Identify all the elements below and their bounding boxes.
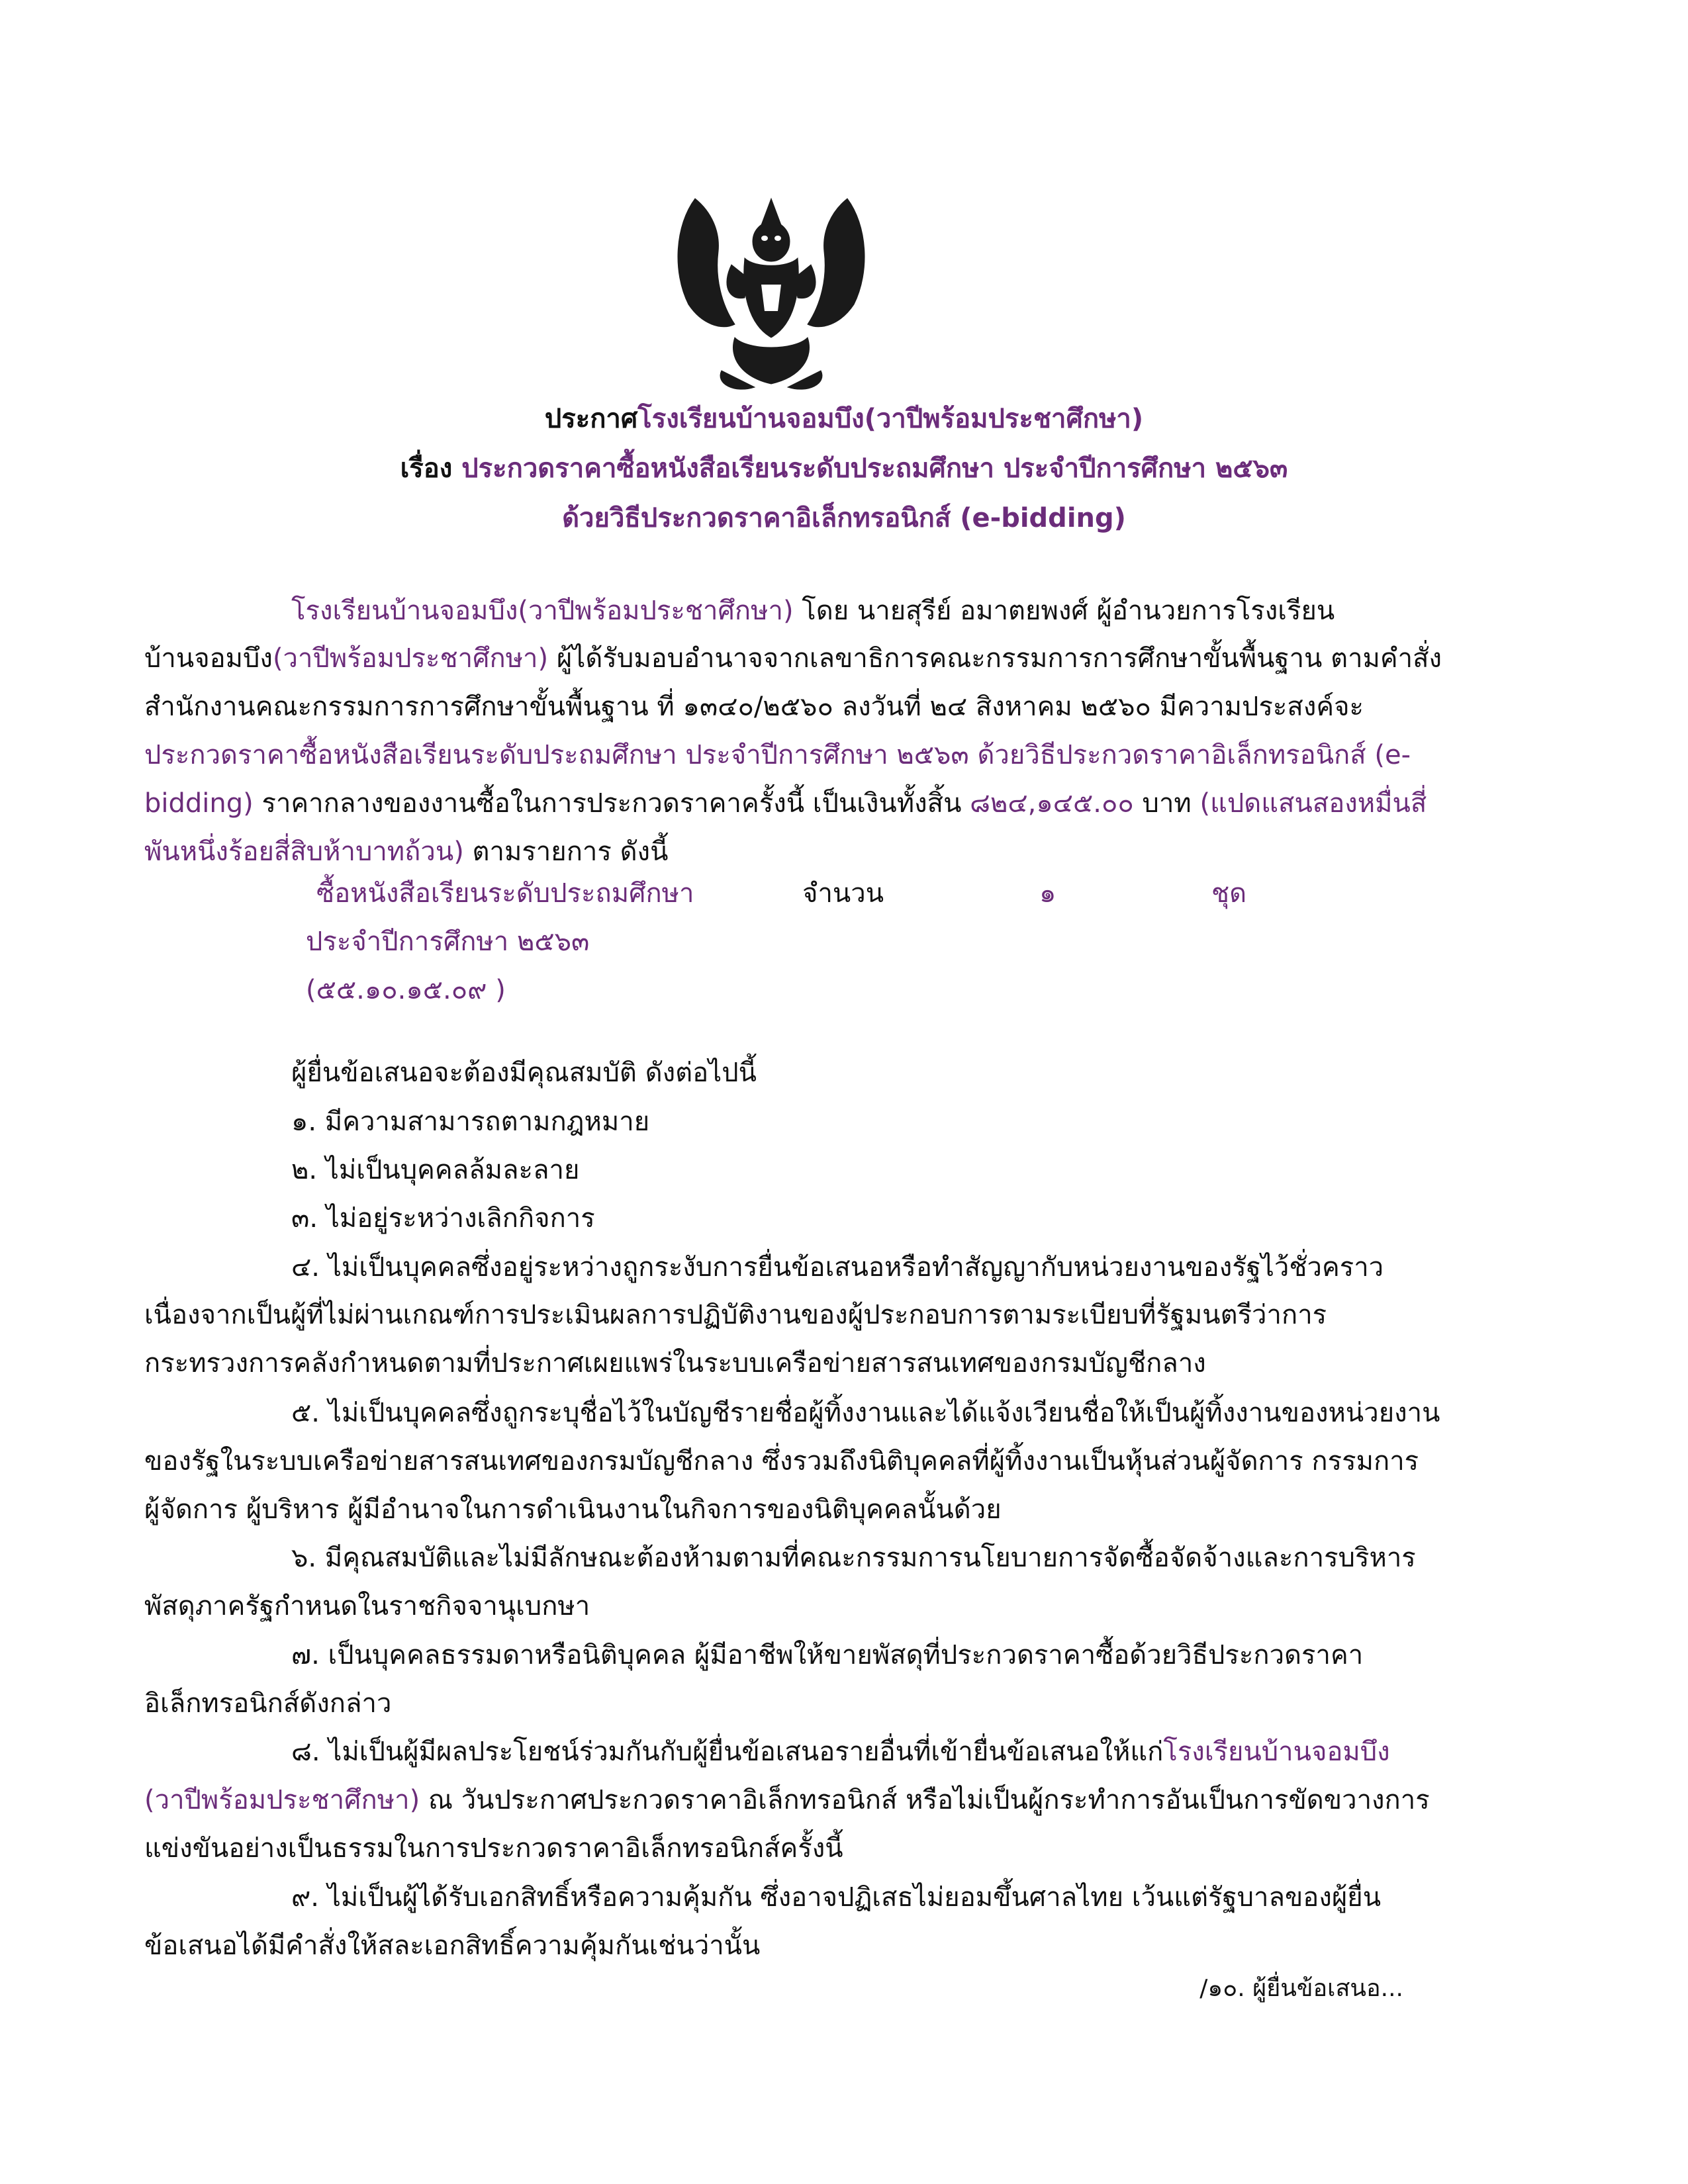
qualification-9-line-1: ๙. ไม่เป็นผู้ได้รับเอกสิทธิ์หรือความคุ้มกัน ซึ่งอาจปฏิเสธไม่ยอมขึ้นศาลไทย เว้นแต่รัฐบาลของผู้ยื่น bbox=[291, 1882, 1382, 1913]
garuda-emblem-icon bbox=[669, 185, 874, 397]
intro-line-6 bbox=[144, 835, 668, 868]
q8-school: โรงเรียนบ้านจอมบึง bbox=[1163, 1737, 1390, 1767]
qualification-8-line-3: แข่งขันอย่างเป็นธรรมในการประกวดราคาอิเล็กทรอนิกส์ครั้งนี้ bbox=[144, 1833, 843, 1864]
page-continuation: /๑๐. ผู้ยื่นข้อเสนอ... bbox=[1199, 1975, 1403, 2002]
intro-line-1 bbox=[291, 594, 1335, 627]
intro-line-3: สำนักงานคณะกรรมการการศึกษาขั้นพื้นฐาน ที่ ๑๓๔๐/๒๕๖๐ ลงวันที่ ๒๔ สิงหาคม ๒๕๖๐ มีความประสงค์จะ bbox=[144, 692, 1364, 722]
qualification-7-line-2: อิเล็กทรอนิกส์ดังกล่าว bbox=[144, 1688, 392, 1719]
intro-l5-e: (แปดแสนสองหมื่นสี่ bbox=[1199, 788, 1427, 819]
intro-line-4: ประกวดราคาซื้อหนังสือเรียนระดับประถมศึกษา ประจำปีการศึกษา ๒๕๖๓ ด้วยวิธีประกวดราคาอิเล็กทรอนิกส์ (e- bbox=[144, 740, 1411, 770]
qualification-6-line-2: พัสดุภาครัฐกำหนดในราชกิจจานุเบกษา bbox=[144, 1591, 590, 1621]
qualification-8-line-1 bbox=[291, 1735, 1390, 1768]
intro-budget-words: พันหนึ่งร้อยสี่สิบห้าบาทถ้วน) bbox=[144, 837, 464, 867]
qualification-8-line-2 bbox=[144, 1784, 1430, 1817]
intro-l2-a: บ้านจอมบึง bbox=[144, 643, 273, 674]
item-code: (๕๕.๑๐.๑๕.๐๙ ) bbox=[306, 975, 506, 1005]
intro-l5-a: bidding) bbox=[144, 788, 254, 819]
item-name-line-1: ซื้อหนังสือเรียนระดับประถมศึกษา bbox=[316, 878, 694, 909]
q8-l1-a: ๘. ไม่เป็นผู้มีผลประโยชน์ร่วมกันกับผู้ยื่นข้อเสนอรายอื่นที่เข้ายื่นข้อเสนอให้แก่ bbox=[291, 1737, 1164, 1767]
title-prefix: ประกาศ bbox=[544, 404, 638, 434]
qualification-6-line-1: ๖. มีคุณสมบัติและไม่มีลักษณะต้องห้ามตามที่คณะกรรมการนโยบายการจัดซื้อจัดจ้างและการบริหาร bbox=[291, 1543, 1416, 1573]
q8-l2-b: ณ วันประกาศประกวดราคาอิเล็กทรอนิกส์ หรือไม่เป็นผู้กระทำการอันเป็นการขัดขวางการ bbox=[420, 1785, 1430, 1815]
intro-l2-c: ผู้ได้รับมอบอำนาจจากเลขาธิการคณะกรรมการการศึกษาขั้นพื้นฐาน ตามคำสั่ง bbox=[548, 643, 1442, 674]
qualification-5-line-2: ของรัฐในระบบเครือข่ายสารสนเทศของกรมบัญชีกลาง ซึ่งรวมถึงนิติบุคคลที่ผู้ทิ้งงานเป็นหุ้นส่วนผู้จัดการ กรรมการ bbox=[144, 1446, 1419, 1477]
qualification-4-line-1: ๔. ไม่เป็นบุคคลซึ่งอยู่ระหว่างถูกระงับการยื่นข้อเสนอหรือทำสัญญากับหน่วยงานของรัฐไว้ชั่วคราว bbox=[291, 1252, 1384, 1283]
item-unit: ชุด bbox=[1211, 878, 1247, 909]
subject-text: ประกวดราคาซื้อหนังสือเรียนระดับประถมศึกษา ประจำปีการศึกษา ๒๕๖๓ bbox=[461, 453, 1288, 484]
item-name-line-2: ประจำปีการศึกษา ๒๕๖๓ bbox=[306, 927, 590, 957]
title-school: โรงเรียนบ้านจอมบึง(วาปีพร้อมประชาศึกษา) bbox=[637, 404, 1144, 434]
qualification-4-line-3: กระทรวงการคลังกำหนดตามที่ประกาศเผยแพร่ในระบบเครือข่ายสารสนเทศของกรมบัญชีกลาง bbox=[144, 1348, 1206, 1379]
subject-prefix: เรื่อง bbox=[400, 453, 453, 484]
qualifications-heading: ผู้ยื่นข้อเสนอจะต้องมีคุณสมบัติ ดังต่อไปนี้ bbox=[291, 1058, 757, 1088]
intro-line-5 bbox=[144, 787, 1427, 820]
announcement-subject bbox=[0, 447, 1688, 489]
qualification-2: ๒. ไม่เป็นบุคคลล้มละลาย bbox=[291, 1155, 580, 1185]
intro-l5-b: ราคากลางของงานซื้อในการประกวดราคาครั้งนี้ เป็นเงินทั้งสิ้น bbox=[253, 788, 970, 819]
item-quantity-value: ๑ bbox=[1039, 878, 1056, 909]
intro-school: โรงเรียนบ้านจอมบึง(วาปีพร้อมประชาศึกษา) bbox=[291, 596, 794, 626]
announcement-method: ด้วยวิธีประกวดราคาอิเล็กทรอนิกส์ (e-bidding) bbox=[562, 503, 1126, 533]
announcement-title bbox=[0, 397, 1688, 439]
intro-l5-d: บาท bbox=[1133, 788, 1200, 819]
qualification-5-line-1: ๕. ไม่เป็นบุคคลซึ่งถูกระบุชื่อไว้ในบัญชีรายชื่อผู้ทิ้งงานและได้แจ้งเวียนชื่อให้เป็นผู้ทิ้งงานของหน่วยงาน bbox=[291, 1398, 1440, 1428]
qualification-3: ๓. ไม่อยู่ระหว่างเลิกกิจการ bbox=[291, 1203, 595, 1234]
intro-director: โดย นายสุรีย์ อมาตยพงศ์ ผู้อำนวยการโรงเรียน bbox=[793, 596, 1335, 626]
qualification-5-line-3: ผู้จัดการ ผู้บริหาร ผู้มีอำนาจในการดำเนินงานในกิจการของนิติบุคคลนั้นด้วย bbox=[144, 1494, 1002, 1525]
qualification-1: ๑. มีความสามารถตามกฎหมาย bbox=[291, 1107, 650, 1137]
qualification-9-line-2: ข้อเสนอได้มีคำสั่งให้สละเอกสิทธิ์ความคุ้มกันเช่นว่านั้น bbox=[144, 1931, 761, 1961]
intro-budget: ๘๒๔,๑๔๕.๐๐ bbox=[970, 788, 1134, 819]
qualification-4-line-2: เนื่องจากเป็นผู้ที่ไม่ผ่านเกณฑ์การประเมินผลการปฏิบัติงานของผู้ประกอบการตามระเบียบที่รัฐมนตรีว่าการ bbox=[144, 1300, 1327, 1330]
intro-l2-b: (วาปีพร้อมประชาศึกษา) bbox=[272, 643, 549, 674]
qualification-7-line-1: ๗. เป็นบุคคลธรรมดาหรือนิติบุคคล ผู้มีอาชีพให้ขายพัสดุที่ประกวดราคาซื้อด้วยวิธีประกวดราคา bbox=[291, 1640, 1364, 1670]
item-quantity-label: จำนวน bbox=[802, 878, 884, 909]
q8-school-suffix: (วาปีพร้อมประชาศึกษา) bbox=[144, 1785, 420, 1815]
intro-line-2 bbox=[144, 642, 1442, 675]
intro-l6-b: ตามรายการ ดังนี้ bbox=[463, 837, 669, 867]
